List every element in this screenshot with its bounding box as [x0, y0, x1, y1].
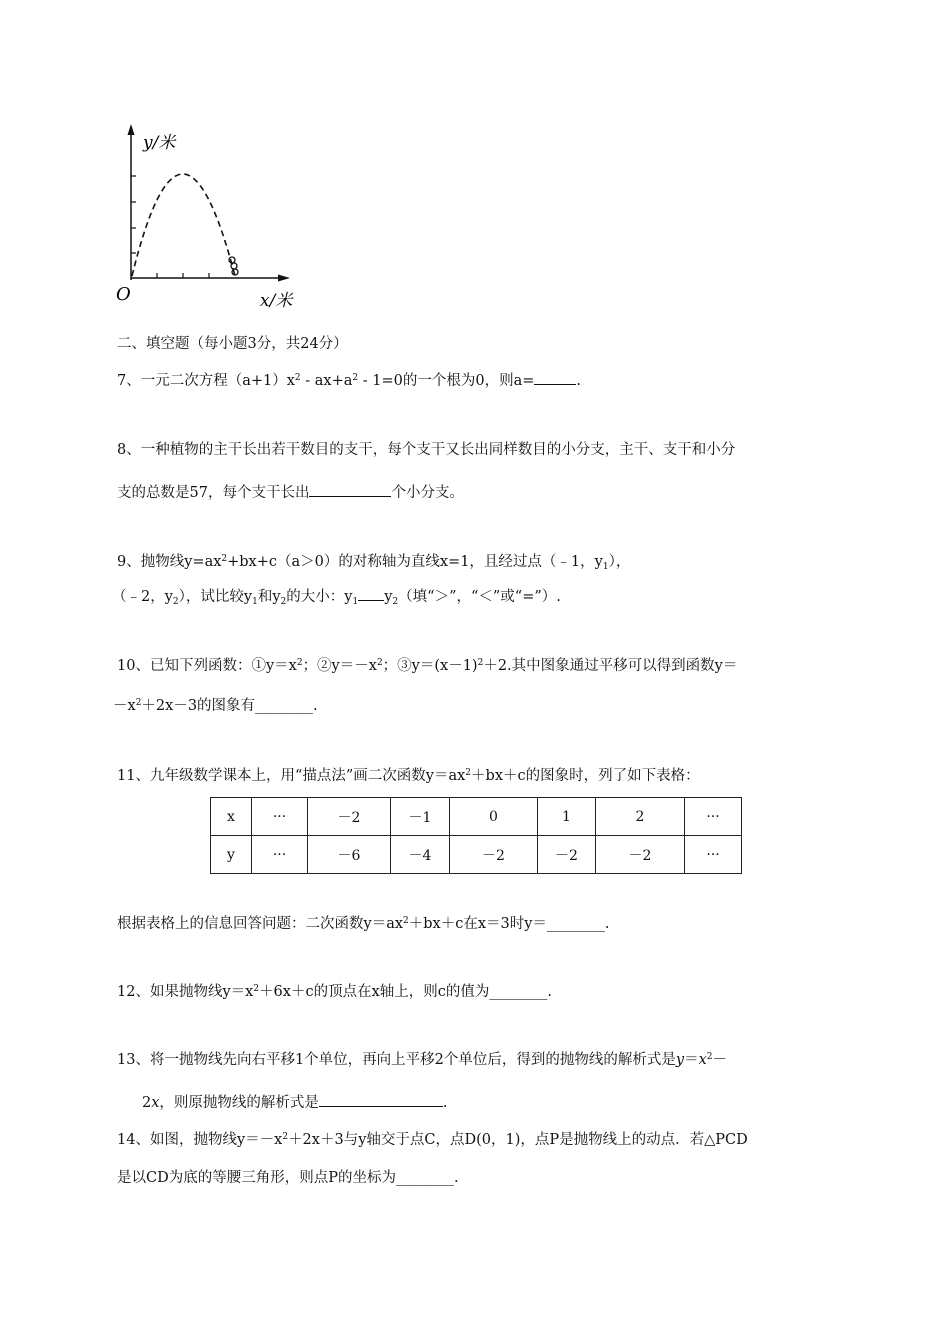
answer-blank-7[interactable] — [534, 370, 576, 385]
table-row-y — [211, 836, 742, 874]
question-9-line-1: 9、抛物线$y=ax^2+bx+c(a>0)$的对称轴为直线x=1，且经过点（﹣1，$y_1$）， — [117, 554, 631, 572]
table-cell: －2 — [538, 836, 596, 874]
question-8-line-2: 支的总数是57，每个支干长出 个小分支。 — [117, 482, 464, 503]
section-heading: 二、填空题（每小题3分，共24分） — [117, 336, 348, 352]
table-cell: ··· — [685, 798, 742, 836]
table-cell: 0 — [450, 798, 538, 836]
question-10-line-2: $-x^2+2x-3$的图象有________. — [113, 698, 318, 714]
question-11-intro: 11、九年级数学课本上，用“描点法”画二次函数$y=ax^2+bx+c$的图象时，列了如下表格： — [117, 768, 700, 784]
value-table — [210, 797, 742, 874]
table-row-x — [211, 798, 742, 836]
trajectory-figure — [110, 118, 310, 318]
question-9-line-2: （﹣2，$y_2$），试比较$y_1$和$y_2$的大小：$y_1$ $y_2$（填“＞”，“＜”或“=”）. — [112, 586, 561, 607]
question-7: 7、一元二次方程$(a+1)x^2 - ax+a^2 - 1=0$的一个根为0，则a= . — [117, 370, 581, 391]
y-axis-label: y/米 — [143, 133, 176, 153]
table-cell: －2 — [450, 836, 538, 874]
question-13-line-1: 13、将一抛物线先向右平移1个单位，再向上平移2个单位后，得到的抛物线的解析式是$y=x^2-$ — [117, 1052, 728, 1068]
table-cell: －2 — [308, 798, 391, 836]
table-cell: －6 — [308, 836, 391, 874]
table-cell: 2 — [596, 798, 685, 836]
answer-blank-13[interactable] — [319, 1092, 443, 1107]
y-axis-arrow — [128, 124, 135, 135]
answer-blank-9[interactable] — [358, 586, 384, 601]
table-cell: －2 — [596, 836, 685, 874]
parabola-curve — [132, 174, 235, 276]
table-cell: y — [211, 836, 252, 874]
question-8-line-1: 8、一种植物的主干长出若干数目的支干，每个支干又长出同样数目的小分支，主干、支干和小分 — [117, 442, 736, 458]
question-12: 12、如果抛物线$y=x^2+6x+c$的顶点在x轴上，则c的值为________. — [117, 984, 552, 1000]
origin-label: O — [116, 284, 131, 305]
question-14-line-2: 是以CD为底的等腰三角形，则点P的坐标为________. — [117, 1170, 459, 1186]
question-13-line-2: 2x，则原抛物线的解析式是 . — [142, 1092, 448, 1113]
table-cell: ··· — [252, 836, 308, 874]
table-cell: －4 — [391, 836, 450, 874]
table-cell: ··· — [252, 798, 308, 836]
x-axis-arrow — [278, 275, 290, 282]
table-cell: x — [211, 798, 252, 836]
x-axis-label: x/米 — [260, 291, 293, 311]
table-cell: 1 — [538, 798, 596, 836]
question-10-line-1: 10、已知下列函数：$①y=x^2$；$②y=-x^2$；$③y=(x-1)^2+2$.其中图象通过平移可以得到函数y＝ — [117, 658, 738, 674]
question-14-line-1: 14、如图，抛物线$y=-x^2+2x+3$与y轴交于点C，点D(0，1)，点P是抛物线上的动点．若△PCD — [117, 1132, 748, 1148]
answer-blank-8[interactable] — [309, 482, 391, 497]
trajectory-graph — [110, 118, 310, 318]
table-cell: －1 — [391, 798, 450, 836]
question-11-followup: 根据表格上的信息回答问题：二次函数$y=ax^2+bx+c$在x＝3时y＝________. — [117, 916, 610, 932]
table-cell: ··· — [685, 836, 742, 874]
